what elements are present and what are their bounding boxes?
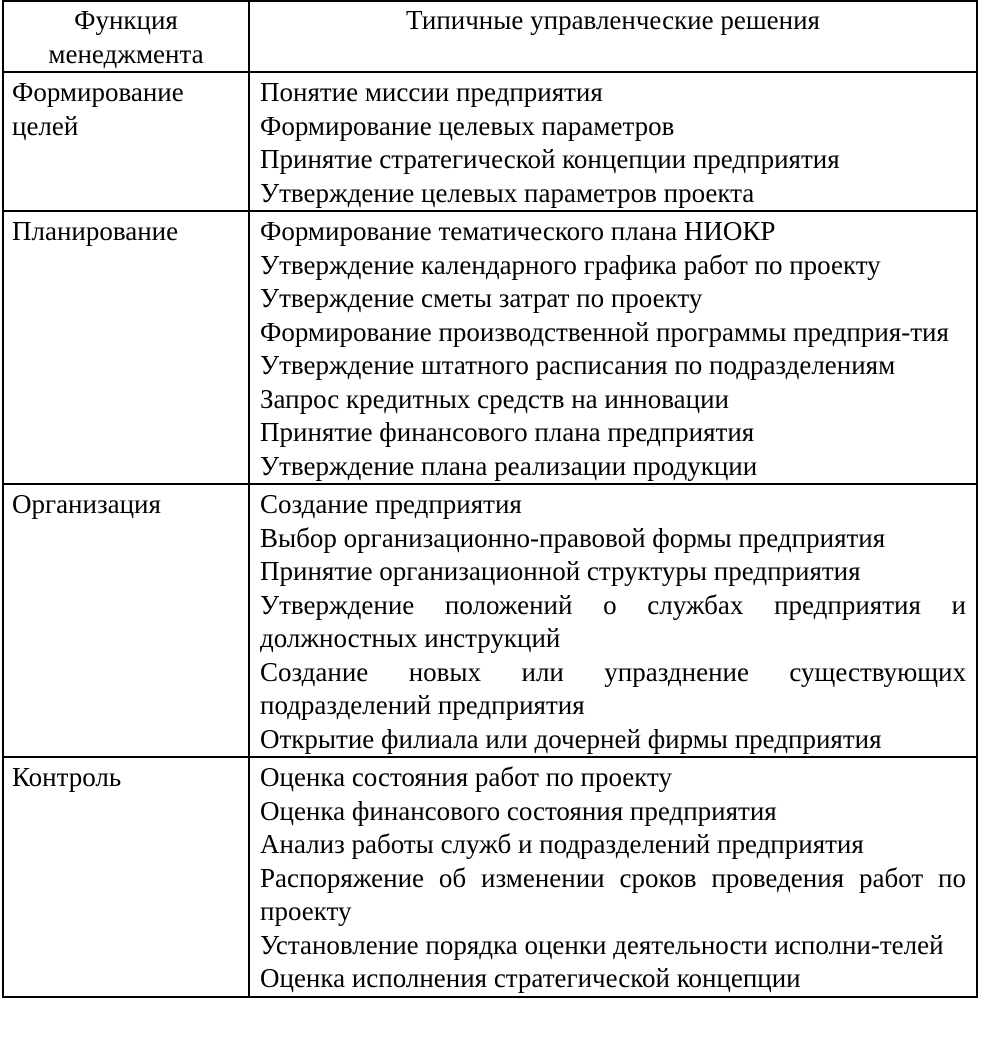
table-row bbox=[3, 484, 977, 757]
table-row bbox=[3, 211, 977, 484]
decisions-cell bbox=[249, 72, 977, 211]
decision-item: Утверждение целевых параметров проекта bbox=[260, 177, 755, 208]
table-row bbox=[3, 757, 977, 997]
decision-item: Оценка исполнения стратегической концепции bbox=[260, 963, 801, 993]
decisions-cell bbox=[249, 484, 977, 757]
decision-item: Принятие финансового плана предприятия bbox=[260, 417, 755, 447]
function-cell: Формирование целей bbox=[3, 72, 249, 211]
function-cell: Контроль bbox=[3, 757, 249, 997]
decision-item: Понятие миссии предприятия bbox=[260, 77, 603, 107]
header-function: Функция менеджмента bbox=[3, 1, 249, 72]
management-decisions-table bbox=[2, 0, 978, 998]
decision-item: Создание новых или упразднение существующих подразделений предприятия bbox=[260, 656, 966, 720]
function-cell: Планирование bbox=[3, 211, 249, 484]
table-row bbox=[3, 72, 977, 211]
header-decisions: Типичные управленческие решения bbox=[249, 1, 977, 72]
decisions-cell bbox=[249, 211, 977, 484]
decision-item: Анализ работы служб и подразделений предприятия bbox=[260, 829, 864, 859]
decision-item: Утверждение календарного графика работ по проекту bbox=[260, 249, 881, 280]
decision-item: Утверждение штатного расписания по подразделениям bbox=[260, 350, 896, 380]
decision-item: Открытие филиала или дочерней фирмы предприятия bbox=[260, 723, 882, 754]
decision-item: Утверждение сметы затрат по проекту bbox=[260, 283, 703, 313]
decision-item: Утверждение плана реализации продукции bbox=[260, 450, 758, 481]
decision-item: Оценка финансового состояния предприятия bbox=[260, 795, 777, 826]
decision-item: Установление порядка оценки деятельности исполни-телей bbox=[260, 929, 944, 960]
decision-item: Принятие стратегической концепции предприятия bbox=[260, 144, 840, 174]
function-cell: Организация bbox=[3, 484, 249, 757]
decision-item: Формирование производственной программы предприя-тия bbox=[260, 316, 949, 347]
decision-item: Принятие организационной структуры предприятия bbox=[260, 556, 861, 586]
decision-item: Формирование тематического плана НИОКР bbox=[260, 216, 776, 246]
decision-item: Создание предприятия bbox=[260, 489, 522, 519]
decision-item: Оценка состояния работ по проекту bbox=[260, 762, 672, 792]
decision-item: Распоряжение об изменении сроков проведения работ по проекту bbox=[260, 862, 966, 926]
decision-item: Формирование целевых параметров bbox=[260, 110, 675, 141]
decision-item: Выбор организационно-правовой формы предприятия bbox=[260, 522, 886, 553]
table-header-row bbox=[3, 1, 977, 72]
decisions-cell bbox=[249, 757, 977, 997]
decision-item: Утверждение положений о службах предприятия и должностных инструкций bbox=[260, 589, 966, 653]
decision-item: Запрос кредитных средств на инновации bbox=[260, 383, 729, 414]
